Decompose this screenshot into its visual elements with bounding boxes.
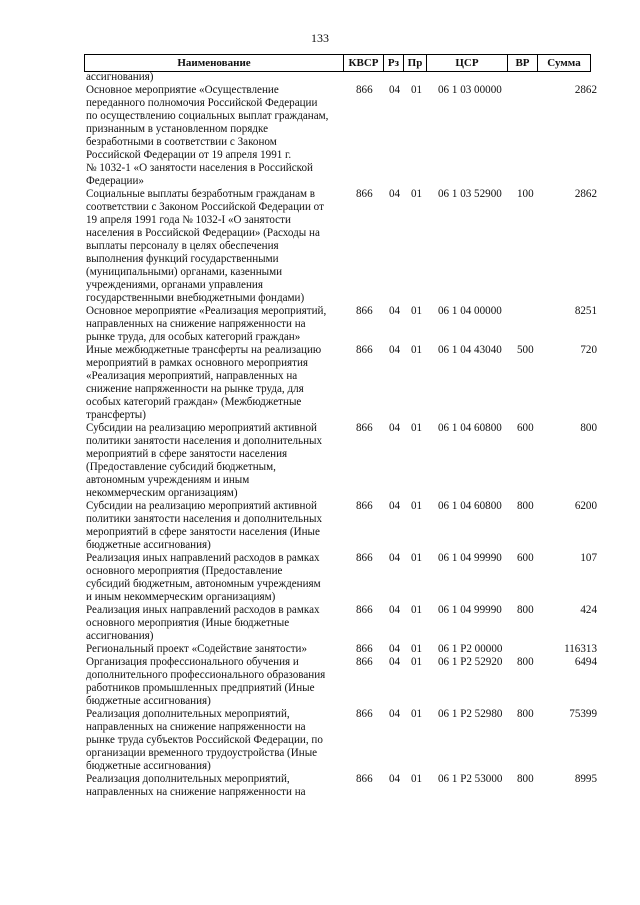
row-name-line: Реализация дополнительных мероприятий,	[86, 708, 290, 720]
row-name	[86, 708, 358, 773]
row-kvsr: 866	[356, 552, 373, 564]
row-sum: 116313	[564, 643, 597, 655]
row-kvsr: 866	[356, 656, 373, 668]
row-name-line: рынке труда, для особых категорий граждан»	[86, 331, 301, 343]
row-name	[86, 604, 358, 643]
row-name-line: Реализация дополнительных мероприятий,	[86, 773, 290, 785]
table-row	[0, 71, 640, 84]
row-csr: 06 1 P2 00000	[438, 643, 503, 655]
row-kvsr: 866	[356, 344, 373, 356]
row-rz: 04	[389, 84, 401, 96]
table-row	[0, 84, 640, 188]
row-name	[86, 552, 358, 604]
row-pr: 01	[411, 552, 423, 564]
row-name-line: соответствии с Законом Российской Федерации от	[86, 201, 324, 213]
row-sum: 800	[580, 422, 597, 434]
row-name-line: мероприятий в сфере занятости населения	[86, 448, 288, 460]
table-row	[0, 643, 640, 656]
row-kvsr: 866	[356, 422, 373, 434]
row-name-line: № 1032-1 «О занятости населения в Российской	[86, 162, 313, 174]
row-vr: 500	[517, 344, 534, 356]
row-rz: 04	[389, 656, 401, 668]
row-csr: 06 1 04 43040	[438, 344, 502, 356]
row-csr: 06 1 P2 52920	[438, 656, 503, 668]
row-name-line: основного мероприятия (Предоставление	[86, 565, 283, 577]
row-kvsr: 866	[356, 188, 373, 200]
row-rz: 04	[389, 344, 401, 356]
row-sum: 6200	[574, 500, 597, 512]
row-name	[86, 344, 358, 422]
row-name-line: Российской Федерации от 19 апреля 1991 г.	[86, 149, 292, 161]
row-rz: 04	[389, 422, 401, 434]
row-name-line: Социальные выплаты безработным гражданам в	[86, 188, 316, 200]
row-name-line: безработными в соответствии с Законом	[86, 136, 277, 148]
row-vr: 600	[517, 422, 534, 434]
row-name-line: Иные межбюджетные трансферты на реализацию	[86, 344, 322, 356]
row-kvsr: 866	[356, 643, 373, 655]
row-pr: 01	[411, 344, 423, 356]
row-name-line: направленных на снижение напряженности на	[86, 318, 306, 330]
row-name-line: основного мероприятия (Иные бюджетные	[86, 617, 290, 629]
row-name	[86, 84, 358, 188]
row-name-line: бюджетные ассигнования)	[86, 539, 211, 551]
row-csr: 06 1 04 99990	[438, 604, 502, 616]
row-sum: 720	[580, 344, 597, 356]
row-name	[86, 71, 358, 84]
row-name	[86, 305, 358, 344]
row-sum: 107	[580, 552, 597, 564]
header-vr: ВР	[508, 55, 538, 71]
row-kvsr: 866	[356, 84, 373, 96]
row-kvsr: 866	[356, 773, 373, 785]
row-name-line: дополнительного профессионального образования	[86, 669, 326, 681]
row-pr: 01	[411, 305, 423, 317]
row-name-line: Субсидии на реализацию мероприятий активной	[86, 500, 317, 512]
table-body	[0, 71, 640, 799]
row-name-line: направленных на снижение напряженности на	[86, 786, 306, 798]
table-row	[0, 708, 640, 773]
row-csr: 06 1 04 00000	[438, 305, 502, 317]
row-name-line: «Реализация мероприятий, направленных на	[86, 370, 298, 382]
row-name-line: Организация профессионального обучения и	[86, 656, 299, 668]
header-kvsr: КВСР	[344, 55, 384, 71]
table-row	[0, 552, 640, 604]
row-pr: 01	[411, 656, 423, 668]
row-name-line: политики занятости населения и дополнительных	[86, 435, 323, 447]
row-vr: 800	[517, 708, 534, 720]
row-sum: 2862	[574, 84, 597, 96]
row-name-line: ассигнования)	[86, 71, 154, 83]
row-name-line: Региональный проект «Содействие занятости»	[86, 643, 308, 655]
table-row	[0, 422, 640, 500]
header-rz: Рз	[384, 55, 404, 71]
row-name-line: Реализация иных направлений расходов в рамках	[86, 604, 320, 616]
table-row	[0, 305, 640, 344]
row-vr: 800	[517, 604, 534, 616]
row-name-line: ассигнования)	[86, 630, 154, 642]
row-name-line: выплаты персоналу в целях обеспечения	[86, 240, 279, 252]
row-vr: 600	[517, 552, 534, 564]
row-name-line: мероприятий в рамках основного мероприятия	[86, 357, 309, 369]
row-vr: 100	[517, 188, 534, 200]
row-name-line: особых категорий граждан» (Межбюджетные	[86, 396, 302, 408]
row-csr: 06 1 03 52900	[438, 188, 502, 200]
row-name-line: Субсидии на реализацию мероприятий активной	[86, 422, 317, 434]
row-name	[86, 422, 358, 500]
row-csr: 06 1 P2 52980	[438, 708, 503, 720]
row-name-line: некоммерческим организациям)	[86, 487, 238, 499]
row-pr: 01	[411, 84, 423, 96]
row-kvsr: 866	[356, 500, 373, 512]
row-name-line: бюджетные ассигнования)	[86, 760, 211, 772]
row-name-line: переданного полномочия Российской Федерации	[86, 97, 318, 109]
row-rz: 04	[389, 604, 401, 616]
table-row	[0, 344, 640, 422]
row-name-line: снижение напряженности на рынке труда, для	[86, 383, 304, 395]
row-name-line: Федерации»	[86, 175, 144, 187]
row-name-line: автономным учреждениям и иным	[86, 474, 250, 486]
header-sum: Сумма	[547, 57, 581, 69]
page-number: 133	[311, 31, 329, 45]
row-name-line: организации временного трудоустройства (Иные	[86, 747, 318, 759]
table-row	[0, 500, 640, 552]
row-csr: 06 1 04 99990	[438, 552, 502, 564]
row-rz: 04	[389, 773, 401, 785]
row-sum: 8995	[574, 773, 597, 785]
row-pr: 01	[411, 422, 423, 434]
row-sum: 6494	[574, 656, 597, 668]
row-kvsr: 866	[356, 305, 373, 317]
row-name-line: трансферты)	[86, 409, 146, 421]
row-rz: 04	[389, 643, 401, 655]
header-csr: ЦСР	[427, 55, 508, 71]
row-csr: 06 1 04 60800	[438, 500, 502, 512]
row-vr: 800	[517, 656, 534, 668]
row-name-line: Основное мероприятие «Реализация мероприятий,	[86, 305, 327, 317]
row-pr: 01	[411, 604, 423, 616]
row-name-line: политики занятости населения и дополнительных	[86, 513, 323, 525]
table-header	[84, 54, 591, 72]
row-name-line: субсидий бюджетным, автономным учреждениям	[86, 578, 321, 590]
header-name: Наименование	[85, 55, 344, 71]
row-pr: 01	[411, 708, 423, 720]
row-name-line: государственными внебюджетными фондами)	[86, 292, 305, 304]
row-name	[86, 656, 358, 708]
row-name-line: рынке труда субъектов Российской Федерации, по	[86, 734, 323, 746]
row-kvsr: 866	[356, 604, 373, 616]
header-pr: Пр	[404, 55, 427, 71]
row-name-line: 19 апреля 1991 года № 1032-I «О занятости	[86, 214, 291, 226]
row-name-line: направленных на снижение напряженности на	[86, 721, 306, 733]
row-name	[86, 643, 358, 656]
row-rz: 04	[389, 708, 401, 720]
row-name-line: и иным некоммерческим организациям)	[86, 591, 276, 603]
row-pr: 01	[411, 188, 423, 200]
table-row	[0, 656, 640, 708]
row-name-line: выполнения функций государственными	[86, 253, 279, 265]
row-name	[86, 773, 358, 799]
row-rz: 04	[389, 500, 401, 512]
row-name	[86, 188, 358, 305]
row-name-line: Основное мероприятие «Осуществление	[86, 84, 279, 96]
row-vr: 800	[517, 500, 534, 512]
row-name-line: мероприятий в сфере занятости населения (Иные	[86, 526, 320, 538]
row-name-line: населения в Российской Федерации» (Расходы на	[86, 227, 320, 239]
row-sum: 2862	[574, 188, 597, 200]
row-name-line: признанным в установленном порядке	[86, 123, 269, 135]
row-name-line: (муниципальными) органами, казенными	[86, 266, 283, 278]
row-rz: 04	[389, 305, 401, 317]
table-row	[0, 604, 640, 643]
row-pr: 01	[411, 500, 423, 512]
row-sum: 75399	[569, 708, 597, 720]
row-pr: 01	[411, 643, 423, 655]
row-csr: 06 1 04 60800	[438, 422, 502, 434]
row-rz: 04	[389, 188, 401, 200]
row-kvsr: 866	[356, 708, 373, 720]
row-name-line: по осуществлению социальных выплат гражданам,	[86, 110, 329, 122]
row-sum: 424	[580, 604, 597, 616]
row-name-line: учреждениями, органами управления	[86, 279, 263, 291]
row-name-line: бюджетные ассигнования)	[86, 695, 211, 707]
row-vr: 800	[517, 773, 534, 785]
row-name-line: работников промышленных предприятий (Иные	[86, 682, 315, 694]
row-pr: 01	[411, 773, 423, 785]
row-csr: 06 1 P2 53000	[438, 773, 503, 785]
row-rz: 04	[389, 552, 401, 564]
row-sum: 8251	[574, 305, 597, 317]
row-name	[86, 500, 358, 552]
table-row	[0, 773, 640, 799]
table-row	[0, 188, 640, 305]
row-csr: 06 1 03 00000	[438, 84, 502, 96]
row-name-line: Реализация иных направлений расходов в рамках	[86, 552, 320, 564]
row-name-line: (Предоставление субсидий бюджетным,	[86, 461, 276, 473]
